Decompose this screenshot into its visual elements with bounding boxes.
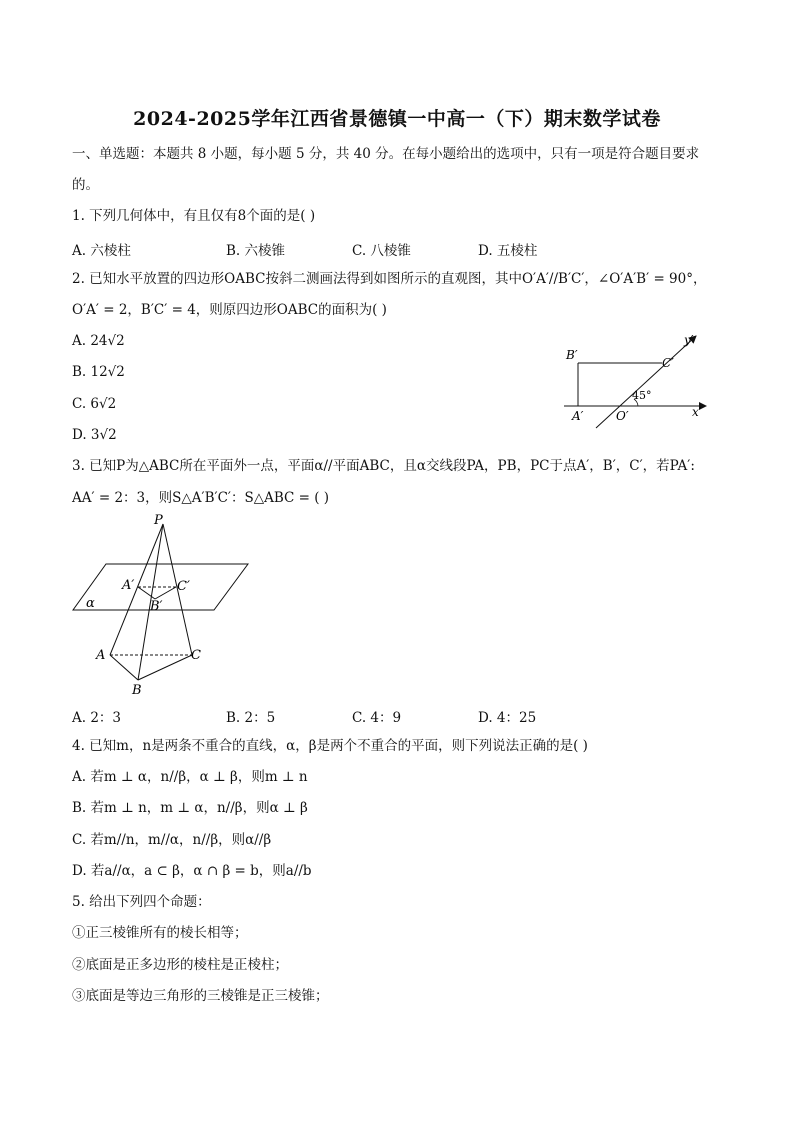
question-1-stem: 1. 下列几何体中，有且仅有8个面的是( ) (72, 208, 316, 224)
label-angle: 45° (632, 389, 652, 402)
q5-item-3: ③底面是等边三角形的三棱锥是正三棱锥； (72, 988, 329, 1004)
label-alpha: α (86, 596, 95, 611)
q3-option-d: D. 4：25 (478, 710, 537, 726)
q4-option-b: B. 若m ⊥ n，m ⊥ α，n//β，则α ⊥ β (72, 800, 308, 816)
q4-option-d: D. 若a//α，a ⊂ β，α ∩ β = b，则a//b (72, 863, 312, 879)
q1-option-b: B. 六棱锥 (226, 243, 286, 259)
edge-a-b (110, 655, 138, 680)
q3-option-c: C. 4：9 (352, 710, 402, 726)
label-y-prime: y′ (684, 333, 694, 347)
q2-figure (556, 330, 716, 430)
question-3-stem-line2: AA′ = 2：3，则S△A′B′C′：S△ABC = ( ) (72, 490, 330, 506)
label-p: P (154, 513, 163, 528)
q1-option-a: A. 六棱柱 (72, 243, 131, 259)
question-3-options (72, 706, 732, 724)
q2-option-c: C. 6√2 (72, 396, 117, 412)
q2-option-a: A. 24√2 (72, 333, 125, 349)
question-2-stem-line1: 2. 已知水平放置的四边形OABC按斜二测画法得到如图所示的直观图，其中O′A′//B′C′，∠O′A′B′ = 90°， (72, 271, 707, 287)
label-c: C (191, 648, 201, 663)
q5-item-2: ②底面是正多边形的棱柱是正棱柱； (72, 957, 288, 973)
q3-figure (70, 512, 252, 700)
q3-option-a: A. 2：3 (72, 710, 122, 726)
section-heading-line1: 一、单选题：本题共 8 小题，每小题 5 分，共 40 分。在每小题给出的选项中，只有一项是符合题目要求 (72, 146, 700, 162)
q4-option-a: A. 若m ⊥ α，n//β，α ⊥ β，则m ⊥ n (72, 769, 308, 785)
y-axis-line (596, 336, 696, 428)
q4-option-c: C. 若m//n，m//α，n//β，则α//β (72, 832, 272, 848)
label-b-prime: B′ (566, 348, 578, 362)
label-c1: C′ (177, 579, 190, 594)
edge-p-a (110, 524, 163, 655)
q1-option-c: C. 八棱锥 (352, 243, 411, 259)
label-c-prime: C′ (662, 356, 674, 370)
q2-option-b: B. 12√2 (72, 364, 125, 380)
q2-option-d: D. 3√2 (72, 427, 117, 443)
q3-option-b: B. 2：5 (226, 710, 276, 726)
exam-title: 2024-2025学年江西省景德镇一中高一（下）期末数学试卷 (133, 108, 661, 130)
question-2-stem-line2: O′A′ = 2，B′C′ = 4，则原四边形OABC的面积为( ) (72, 302, 387, 318)
label-a1: A′ (122, 578, 135, 593)
label-b1: B′ (150, 599, 163, 614)
question-3-stem-line1: 3. 已知P为△ABC所在平面外一点，平面α//平面ABC，且α交线段PA，PB，PC于点A′，B′，C′，若PA′: (72, 458, 695, 474)
label-o-prime: O′ (616, 409, 629, 423)
question-5-stem: 5. 给出下列四个命题： (72, 894, 211, 910)
label-b: B (132, 683, 142, 698)
question-1-options (72, 239, 732, 257)
label-x-prime: x′ (692, 405, 702, 419)
edge-b1-c1 (155, 587, 176, 599)
question-4-stem: 4. 已知m，n是两条不重合的直线，α，β是两个不重合的平面，则下列说法正确的是( ) (72, 738, 588, 754)
q5-item-1: ①正三棱锥所有的棱长相等； (72, 925, 248, 941)
section-heading-line2: 的。 (72, 177, 99, 193)
label-a: A (96, 648, 106, 663)
edge-b-c (138, 655, 192, 680)
label-a-prime: A′ (572, 409, 584, 423)
q1-option-d: D. 五棱柱 (478, 243, 538, 259)
